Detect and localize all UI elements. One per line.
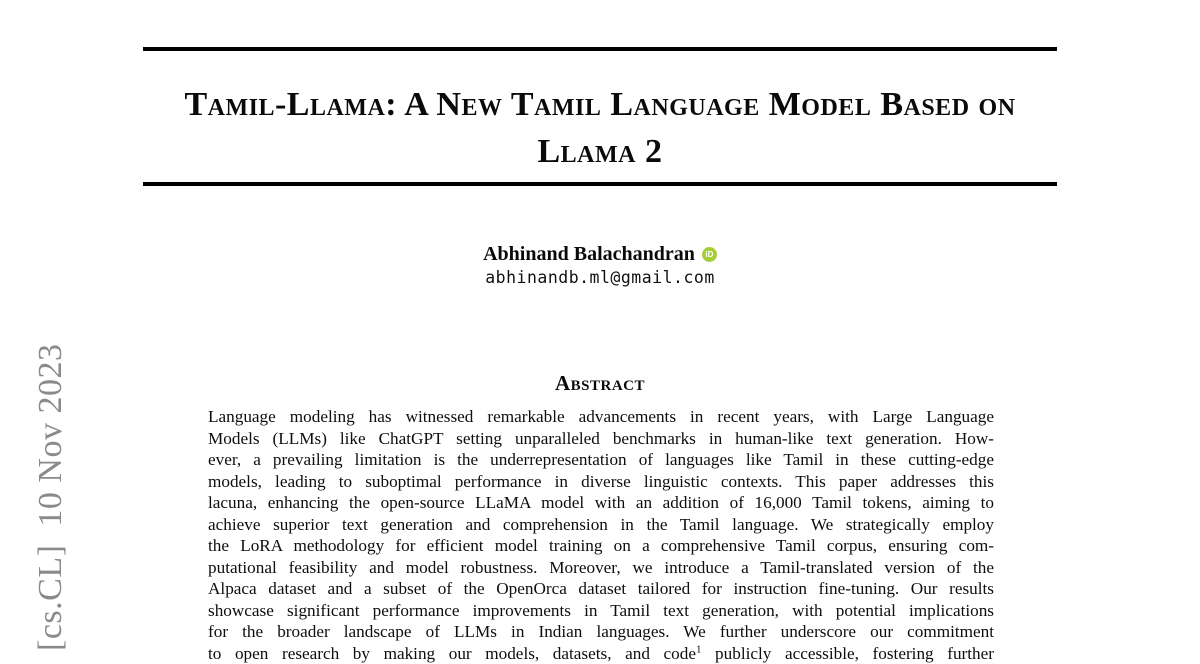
abstract-line-partial xyxy=(208,643,994,664)
title-rule-top xyxy=(143,47,1057,51)
abstract-heading: Abstract xyxy=(143,371,1057,396)
author-name: Abhinand Balachandran xyxy=(483,243,695,266)
title-line-1: Tamil-Llama: A New Tamil Language Model Based on xyxy=(143,81,1057,128)
author-email: abhinandb.ml@gmail.com xyxy=(143,268,1057,287)
abstract-text xyxy=(208,406,994,664)
abstract-line: the LoRA methodology for efficient model training on a comprehensive Tamil corpus, ensuring com- xyxy=(208,535,994,557)
paper-title xyxy=(143,81,1057,175)
abstract-line: ever, a prevailing limitation is the underrepresentation of languages like Tamil in these cutting-edge xyxy=(208,449,994,471)
abstract-line: Models (LLMs) like ChatGPT setting unparalleled benchmarks in human-like text generation. How- xyxy=(208,428,994,450)
orcid-icon[interactable]: iD xyxy=(702,247,717,262)
title-rule-bottom xyxy=(143,182,1057,186)
abstract-line: Language modeling has witnessed remarkable advancements in recent years, with Large Language xyxy=(208,406,994,428)
footnote-marker: 1 xyxy=(696,643,702,655)
arxiv-sidebar-stamp: [cs.CL] 10 Nov 2023 xyxy=(30,344,72,651)
abstract-line: Alpaca dataset and a subset of the OpenOrca dataset tailored for instruction fine-tuning. Our results xyxy=(208,578,994,600)
abstract-line: models, leading to suboptimal performance in diverse linguistic contexts. This paper addresses this xyxy=(208,471,994,493)
abstract-line-partial-text: to open research by making our models, datasets, and code xyxy=(208,644,696,663)
abstract-line: for the broader landscape of LLMs in Indian languages. We further underscore our commitment xyxy=(208,621,994,643)
abstract-line: lacuna, enhancing the open-source LLaMA model with an addition of 16,000 Tamil tokens, aiming to xyxy=(208,492,994,514)
abstract-line-partial-text-after: publicly accessible, fostering further xyxy=(701,644,994,663)
author-block xyxy=(143,243,1057,266)
abstract-line: putational feasibility and model robustness. Moreover, we introduce a Tamil-translated version of the xyxy=(208,557,994,579)
abstract-line: achieve superior text generation and comprehension in the Tamil language. We strategically employ xyxy=(208,514,994,536)
abstract-line: showcase significant performance improvements in Tamil text generation, with potential implications xyxy=(208,600,994,622)
title-line-2: Llama 2 xyxy=(143,128,1057,175)
